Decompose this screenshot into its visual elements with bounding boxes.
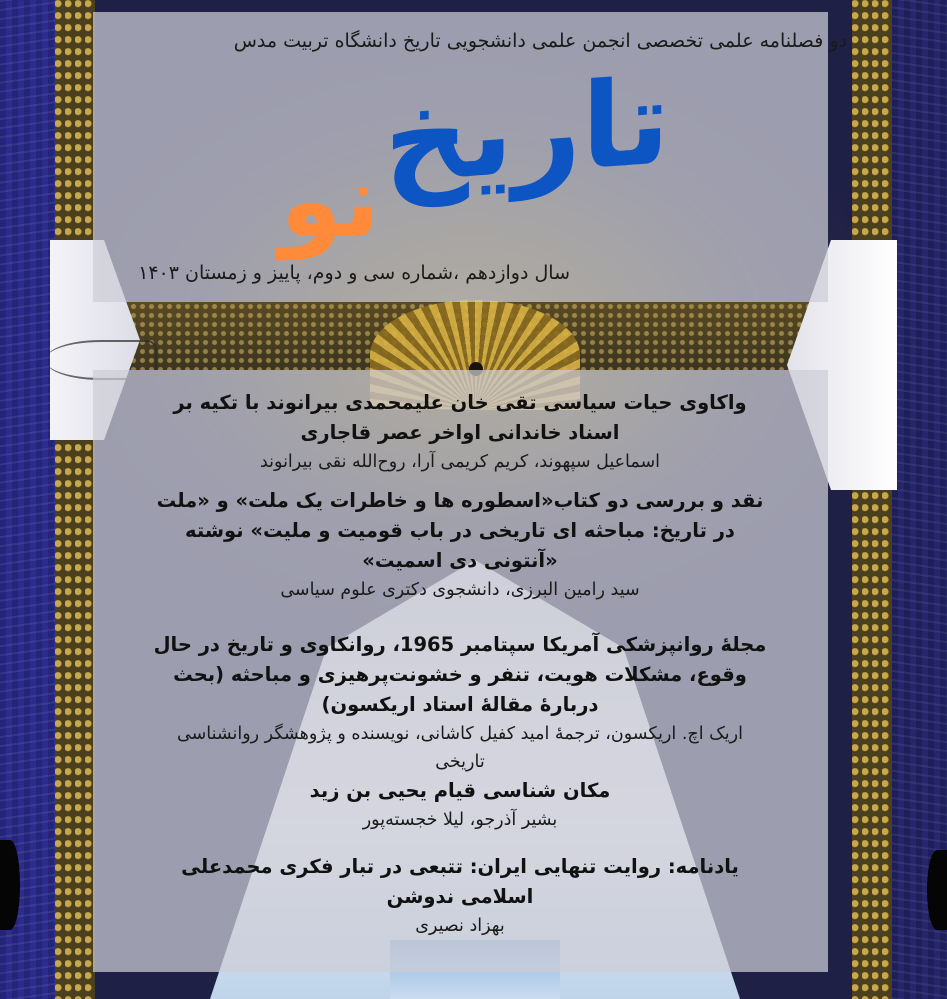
article-authors: اسماعیل سپهوند، کریم کریمی آرا، روح‌الله نقی بیرانوند — [259, 452, 661, 472]
dark-arch-left — [0, 840, 20, 930]
article-authors: بشیر آذرجو، لیلا خجسته‌پور — [362, 810, 558, 830]
article-item — [110, 776, 810, 834]
article-title: مجلهٔ روانپزشکی آمریکا سپتامبر 1965، روانکاوی و تاریخ در حال وقوع، مشکلات هویت، تنفر و خشونت‌پرهیزی و مباحثه (بحث دربارهٔ مقالهٔ استاد اریکسون) — [153, 633, 767, 716]
article-title: واکاوی حیات سیاسی تقی خان علیمحمدی بیرانوند با تکیه بر اسناد خاندانی اواخر عصر قاجاری — [173, 391, 747, 444]
article-title: مکان شناسی قیام یحیی بن زید — [309, 779, 611, 802]
article-title: یادنامه: روایت تنهایی ایران: تتبعی در تبار فکری محمدعلی اسلامی ندوشن — [181, 855, 739, 908]
dark-arch-right — [927, 850, 947, 930]
logo-word-tarikh: تاریخ — [384, 52, 670, 210]
article-authors: سید رامین البرزی، دانشجوی دکتری علوم سیاسی — [280, 580, 640, 600]
article-list — [110, 388, 810, 940]
article-title: نقد و بررسی دو کتاب«اسطوره ها و خاطرات یک ملت» و «ملت در تاریخ: مباحثه ای تاریخی در باب قومیت و ملیت» نوشته «آنتونی دی اسمیت» — [156, 489, 764, 572]
gold-tile-band-left — [55, 0, 95, 999]
article-item — [110, 486, 810, 604]
issue-info: سال دوازدهم ،شماره سی و دوم، پاییز و زمستان ۱۴۰۳ — [138, 262, 570, 284]
article-item — [110, 388, 810, 476]
gold-tile-band-right — [852, 0, 892, 999]
logo-word-no: نو — [280, 143, 381, 260]
article-item — [110, 852, 810, 940]
article-authors: بهزاد نصیری — [415, 916, 505, 936]
article-item — [110, 630, 810, 776]
article-authors: اریک اچ. اریکسون، ترجمهٔ امید کفیل کاشانی، نویسنده و پژوهشگر روانشناسی تاریخی — [177, 724, 743, 772]
publisher-line: دو فصلنامه علمی تخصصی انجمن علمی دانشجویی تاریخ دانشگاه تربیت مدس — [233, 30, 847, 52]
journal-logo — [280, 52, 670, 272]
